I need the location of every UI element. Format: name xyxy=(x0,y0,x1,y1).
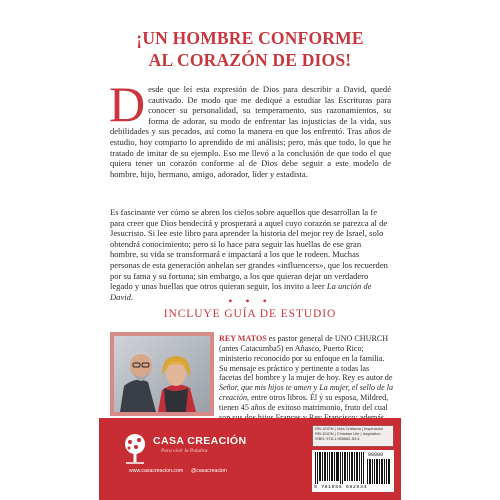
study-guide-label: INCLUYE GUÍA DE ESTUDIO xyxy=(163,308,337,320)
author-name: REY MATOS xyxy=(219,334,267,343)
intro-paragraph xyxy=(109,76,391,179)
book-title: La unción de David xyxy=(110,281,372,302)
body-paragraph xyxy=(110,207,391,302)
author-bio-part-2: y xyxy=(311,383,320,393)
body-end: . xyxy=(130,291,134,302)
body-text: Es fascinante ver cómo se abren los cielos sobre aquellos que desarrollan la fe para creer que Dios bendecirá y prosperará a aquel cuyo corazón se parezca al de Jesucristo. Si lee este libro para aprender la historia del mejor rey de Israel, solo obtendrá conocimiento; pero si lo hace para seguir las huellas de ese gran hombre, su vida se transformará e impactará a los que le rodeen. Muchas personas de esta generación anhelan ser grandes «influencers», que los recuerden por su fama y su fortuna; sin embargo, a los que quieran dejar un verdadero legado y unas huellas que otros quieran seguir, los invito a leer xyxy=(110,207,388,292)
drop-cap: D xyxy=(109,76,146,132)
author-book-1: Señor, que mis hijos te amen xyxy=(219,383,312,393)
author-book-2: La mujer, el sello de la creación xyxy=(219,383,394,403)
publisher-url: www.casacreacion.com xyxy=(129,468,184,474)
author-bio-part-1: es pastor general de UNO CHURCH (antes Catacumba5) en Añasco, Puerto Rico; ministerio reconocido por su enfoque en la familia. Su mensaje es práctico y pertinente a todas las facetas del hombre y la mujer de hoy. Rey es autor de xyxy=(219,334,393,383)
tree-icon xyxy=(121,433,149,465)
barcode-number: 9 781955 682534 xyxy=(314,485,368,490)
headline-line-1: ¡UN HOMBRE CONFORME xyxy=(136,28,364,48)
intro-text: esde que leí esta expresión de Dios para describir a David, quedé cautivado. De modo que me dediqué a estudiar las Escrituras para conocer su personalidad, su temperamento, sus razonamientos, su forma de adorar, su modo de enfrentar las injusticias de la vida, sus debilidades y sus pecados, así como la manera en que los enfrentó. Tras años de estudio, hoy comparto lo aprendido de mi análisis; pero, más que todo, lo que he tratado de imitar de su ejemplo. Eso me llevó a la conclusión de que todo el que quiera tener un corazón conforme al de Dios debe seguir a este modelo de hombre, hijo, hermano, amigo, adorador, líder y estadista. xyxy=(110,84,391,179)
catalog-line-1: RELIGIÓN | Vida Cristiana | Inspiración xyxy=(315,426,383,431)
barcode-price-code: 90000 xyxy=(368,452,384,458)
book-back-cover xyxy=(99,0,401,500)
author-photo xyxy=(110,332,214,416)
author-photo-illustration xyxy=(114,336,210,412)
publisher-social: @casacreacion xyxy=(191,468,227,474)
author-bio-part-3: , entre otros libros. Él y su esposa, Mildred, tienen 45 años de exitoso matrimonio, fruto del cual xyxy=(219,393,389,412)
publisher-name: CASA CREACIÓN xyxy=(153,435,247,447)
publisher-tagline: Para vivir la Palabra xyxy=(161,448,208,454)
catalog-box xyxy=(312,425,394,447)
separator-dots: • • • xyxy=(228,294,272,308)
catalog-line-2: RELIGION | Christian Life | Inspiration xyxy=(315,431,381,437)
headline-line-2: AL CORAZÓN DE DIOS! xyxy=(148,50,352,70)
headline xyxy=(99,27,401,71)
publisher-logo xyxy=(109,425,247,489)
barcode xyxy=(312,450,394,492)
catalog-line-3: ISBN: 978-1-955682-53-4 xyxy=(315,436,360,442)
